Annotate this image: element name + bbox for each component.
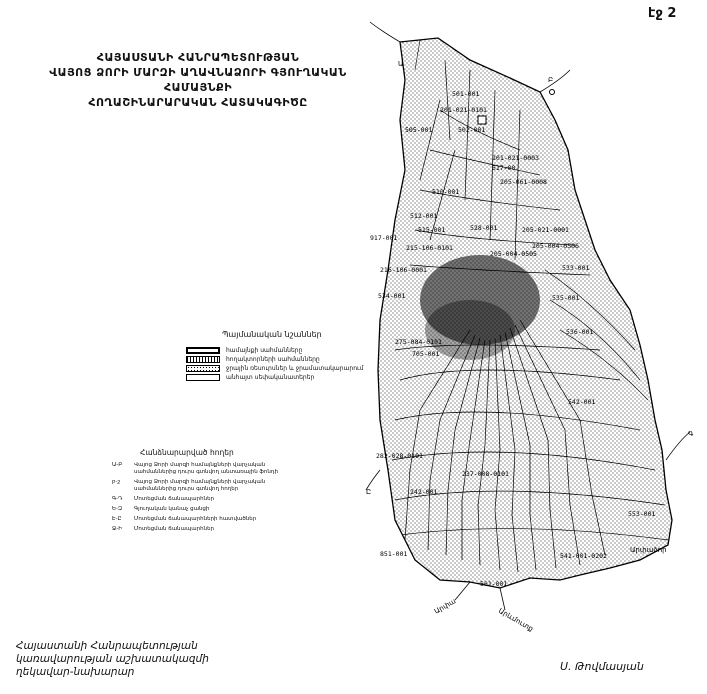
parcel-label: 515-001 [418, 226, 446, 234]
parcel-label: 216-106-0001 [380, 266, 427, 274]
direction-label-south-left: Արփա [433, 597, 458, 616]
abbreviation-item [112, 479, 292, 493]
signatory-name: Ս. Թովմասյան [560, 660, 644, 673]
direction-label-east: Գ [688, 430, 694, 438]
direction-label-north-right: Բ [548, 76, 554, 84]
legend-swatch [186, 347, 220, 354]
title-line-3: ՀՈՂԱՇԻՆԱՐԱՐԱԿԱՆ ՀԱՏԱԿԱԳԻԾԸ [88, 96, 308, 109]
parcel-label: 510-001 [432, 188, 460, 196]
abbreviation-item [112, 506, 292, 513]
signatory-line-1: Հայաստանի Հանրապետության [16, 640, 198, 652]
signatory-line-2: կառավարության աշխատակազմի [16, 653, 209, 665]
abbreviation-text: Մոտեցման ճանապարհների հատվածներ [134, 516, 257, 522]
parcel-label: 237-008-0101 [462, 470, 509, 478]
direction-label-south-right: Արփաձոր [630, 546, 667, 554]
legend-item-label: ջրային ռեսուրսներ և ջրամատակարարում [226, 365, 364, 372]
parcel-label: 535-001 [552, 294, 580, 302]
parcel-label: 205-021-0001 [522, 226, 569, 234]
parcel-label: 542-001 [568, 398, 596, 406]
parcel-label: 533-001 [562, 264, 590, 272]
legend-row [186, 364, 363, 373]
abbreviation-code: Ե-Զ [112, 506, 123, 512]
direction-label-south-bottom: Արևմուտք [497, 606, 535, 634]
legend-row [186, 373, 363, 382]
parcel-label: 201-021-0101 [440, 106, 487, 114]
legend-swatch [186, 365, 220, 372]
legend-row [186, 346, 363, 355]
abbreviation-text: Մոտեցման ճանապարհներ [134, 526, 215, 532]
direction-label-north-left: Ա [398, 60, 404, 68]
parcel-label: 512-001 [410, 212, 438, 220]
parcel-label: 917-001 [370, 234, 398, 242]
abbreviation-item [112, 526, 292, 533]
legend-row [186, 355, 363, 364]
legend-item-label: համայնքի սահմանները [226, 347, 303, 354]
abbreviation-item [112, 462, 292, 476]
parcel-label: 205-004-0506 [532, 242, 579, 250]
abbreviation-code: Ա-Բ [112, 462, 123, 468]
parcel-label: 528-001 [470, 224, 498, 232]
abbreviation-code: Է-Ը [112, 516, 122, 522]
parcel-label: 561-001 [480, 580, 508, 588]
signatory-line-3: ղեկավար-նախարար [16, 666, 135, 678]
legend-item-label: հողակտորների սահմանները [226, 356, 320, 363]
abbreviations-title: Հանձնարարված հողեր [140, 448, 234, 457]
parcel-label: 205-061-0008 [500, 178, 547, 186]
parcel-label: 215-106-0101 [406, 244, 453, 252]
parcel-label: 536-001 [566, 328, 594, 336]
abbreviation-code: Գ-Դ [112, 496, 123, 502]
parcel-label: 534-001 [378, 292, 406, 300]
parcel-label: 705-001 [412, 350, 440, 358]
parcel-label: 517-00 [492, 164, 516, 172]
page-number-label: էջ 2 [648, 6, 677, 21]
parcel-label: 502-001 [458, 126, 486, 134]
direction-label-west: Ը [366, 488, 372, 496]
parcel-label: 553-001 [628, 510, 656, 518]
parcel-label: 501-001 [452, 90, 480, 98]
abbreviation-code: բ-շ [112, 479, 121, 485]
parcel-label: 201-021-0003 [492, 154, 539, 162]
abbreviation-code: Ջ-Ի [112, 526, 123, 532]
legend-title: Պայմանական նշաններ [222, 330, 322, 339]
abbreviations-list [112, 462, 292, 536]
abbreviation-text: Մոտեցման ճանապարհներ [134, 496, 215, 502]
parcel-label: 205-004-0505 [490, 250, 537, 258]
abbreviation-item [112, 516, 292, 523]
parcel-label: 275-084-0101 [395, 338, 442, 346]
abbreviation-text: Վայոց Ձորի մարզի համայնքների վարչական սահմաններից դուրս գտնվող անտառային ֆոնդի [134, 462, 278, 475]
legend [186, 346, 363, 382]
legend-item-label: անհայտ սեփականատերեր [226, 374, 315, 381]
parcel-label: 242-001 [410, 488, 438, 496]
parcel-label: 541-001-0202 [560, 552, 607, 560]
legend-swatch [186, 374, 220, 381]
parcel-label: 505-001 [405, 126, 433, 134]
abbreviation-text: Վայոց Ձորի մարզի համայնքների վարչական սահմաններից դուրս գտնվող հողեր [134, 479, 266, 492]
abbreviation-item [112, 496, 292, 503]
abbreviation-text: Գյուղական կանաչ ցանցի [134, 506, 210, 512]
title-line-2: ՎԱՅՈՑ ՁՈՐԻ ՄԱՐԶԻ ԱՂԱՎՆԱՁՈՐԻ ԳՅՈՒՂԱԿԱՆ ՀԱՄԱՅՆՔԻ [49, 66, 347, 94]
parcel-label: 282-028-0101 [376, 452, 423, 460]
parcel-label: 851-001 [380, 550, 408, 558]
signatory-title [16, 640, 209, 679]
title-line-1: ՀԱՅԱՍՏԱՆԻ ՀԱՆՐԱՊԵՏՈՒԹՅԱՆ [96, 51, 300, 64]
legend-swatch [186, 356, 220, 363]
